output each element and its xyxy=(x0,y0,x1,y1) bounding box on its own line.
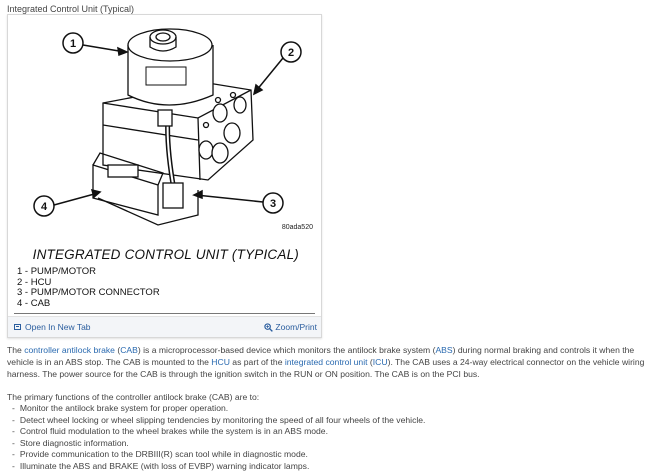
link-abs[interactable]: ABS xyxy=(435,345,453,355)
callout-4: 4 xyxy=(40,201,48,213)
figure-footer xyxy=(8,316,321,337)
text: The xyxy=(7,345,25,355)
figure-id: 80ada520 xyxy=(281,224,313,231)
text: ) is a microprocessor-based device which monitors the antilock brake system ( xyxy=(137,345,436,355)
text: ) during normal braking and controls it when the vehicle is in an ABS stop. The CAB is mounted to the xyxy=(7,345,635,367)
legend-item: 2 - HCU xyxy=(17,276,52,288)
new-tab-icon xyxy=(14,324,21,330)
figure-caption: Integrated Control Unit (Typical) xyxy=(7,4,135,14)
link-integrated-control-unit[interactable]: integrated control unit xyxy=(284,357,368,367)
magnifier-icon xyxy=(264,323,273,332)
figure-legend xyxy=(17,267,160,309)
text: ). The CAB uses a 24-way electrical connector on the vehicle wiring harness. The power source for the CAB is through the ignition switch in the RUN or ON position. The CAB is on the PCI bus. xyxy=(7,357,645,379)
list-item: - Control fluid modulation to the wheel brakes while the system is in an ABS mode. xyxy=(12,426,425,438)
link-icu[interactable]: ICU xyxy=(372,357,388,367)
figure-panel xyxy=(7,14,322,338)
link-hcu[interactable]: HCU xyxy=(211,357,230,367)
legend-item: 1 - PUMP/MOTOR xyxy=(17,266,96,277)
list-item: - Detect wheel locking or wheel slipping tendencies by monitoring the speed of all four wheels of the vehicle. xyxy=(12,415,425,427)
list-item: - Provide communication to the DRBIII(R) scan tool while in diagnostic mode. xyxy=(12,449,425,461)
list-item: - Illuminate the ABS and BRAKE (with loss of EVBP) warning indicator lamps. xyxy=(12,461,425,473)
functions-intro: The primary functions of the controller antilock brake (CAB) are to: xyxy=(7,392,260,402)
callout-3: 3 xyxy=(269,198,277,210)
link-cab[interactable]: CAB xyxy=(120,345,138,355)
zoom-print-link[interactable] xyxy=(264,322,317,332)
figure-title: INTEGRATED CONTROL UNIT (TYPICAL) xyxy=(32,247,299,262)
functions-list xyxy=(12,403,425,472)
icu-diagram-image xyxy=(8,15,321,240)
open-in-new-tab-label: Open In New Tab xyxy=(25,322,91,332)
cab-description-paragraph xyxy=(7,344,647,380)
legend-item: 3 - PUMP/MOTOR CONNECTOR xyxy=(17,287,160,298)
zoom-print-label: Zoom/Print xyxy=(275,322,317,332)
text: ( xyxy=(367,357,373,367)
legend-item: 4 - CAB xyxy=(17,297,51,309)
text: as part of the xyxy=(229,357,285,367)
link-controller-antilock-brake[interactable]: controller antilock brake xyxy=(24,345,115,355)
divider xyxy=(14,313,315,314)
list-item: - Store diagnostic information. xyxy=(12,438,425,450)
open-in-new-tab-link[interactable] xyxy=(14,322,91,332)
callout-1: 1 xyxy=(69,38,77,50)
callout-2: 2 xyxy=(287,47,295,59)
list-item: - Monitor the antilock brake system for proper operation. xyxy=(12,403,425,415)
text: ( xyxy=(114,345,121,355)
